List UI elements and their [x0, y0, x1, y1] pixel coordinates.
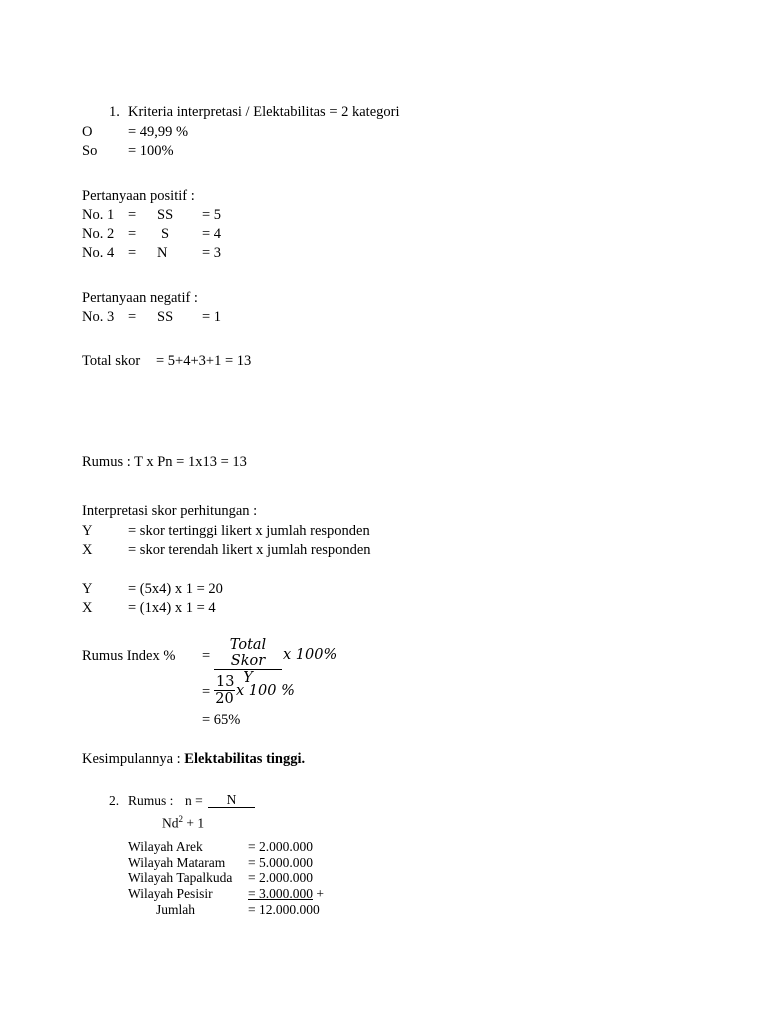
x-calc-label: X	[82, 600, 93, 616]
item2-lhs: n =	[185, 793, 203, 808]
conclusion	[82, 750, 305, 768]
index-frac1-numerator: Total Skor	[229, 637, 267, 669]
region-tapalkuda-value: = 2.000.000	[248, 870, 313, 885]
index-frac1-denominator: Y	[243, 670, 253, 686]
rumus-line: Rumus : T x Pn = 1x13 = 13	[82, 454, 247, 470]
item1-title: Kriteria interpretasi / Elektabilitas = 2 kategori	[128, 104, 400, 120]
o-value: = 49,99 %	[128, 124, 189, 140]
pos-row-3-no: No. 4	[82, 245, 115, 261]
region-arek-name: Wilayah Arek	[128, 839, 203, 854]
pos-row-3-eq: =	[128, 245, 137, 261]
pos-row-3-score: = 3	[202, 245, 222, 261]
pos-row-1-score: = 5	[202, 207, 222, 223]
region-tapalkuda-name: Wilayah Tapalkuda	[128, 870, 233, 885]
index-frac2-denominator: 20	[215, 691, 234, 707]
pos-row-1-code: SS	[157, 207, 174, 223]
index-frac1-tail: x 100%	[283, 647, 338, 663]
pos-row-2-code: S	[161, 226, 170, 242]
region-pesisir-plus: +	[316, 886, 324, 901]
y-calc-value: = (5x4) x 1 = 20	[128, 581, 223, 597]
item2-den-exp: 2	[178, 814, 183, 824]
sum-label: Jumlah	[156, 902, 195, 917]
item2-numerator-text: N	[226, 792, 237, 807]
pos-row-3-code: N	[157, 245, 168, 261]
item2-denominator	[162, 810, 204, 833]
conclusion-prefix: Kesimpulannya :	[82, 751, 181, 767]
index-eq: =	[202, 648, 211, 664]
item1-number: 1.	[109, 104, 120, 120]
item2-number: 2.	[109, 793, 120, 808]
x-def-label: X	[82, 542, 93, 558]
region-mataram-name: Wilayah Mataram	[128, 855, 226, 870]
index-label: Rumus Index %	[82, 648, 176, 664]
pos-row-1-eq: =	[128, 207, 137, 223]
total-label: Total skor	[82, 353, 141, 369]
negative-heading: Pertanyaan negatif :	[82, 290, 198, 306]
x-def-value: = skor terendah likert x jumlah responden	[128, 542, 371, 558]
item2-den-tail: + 1	[186, 815, 205, 831]
neg-row-1-code: SS	[157, 309, 174, 325]
conclusion-bold: Elektabilitas tinggi.	[184, 751, 306, 767]
pos-row-1-no: No. 1	[82, 207, 115, 223]
so-value: = 100%	[128, 143, 174, 159]
region-pesisir-name: Wilayah Pesisir	[128, 886, 213, 901]
pos-row-2-score: = 4	[202, 226, 222, 242]
index-frac2-numerator: 13	[216, 674, 235, 690]
x-calc-value: = (1x4) x 1 = 4	[128, 600, 216, 616]
region-arek-value: = 2.000.000	[248, 839, 313, 854]
region-mataram-value: = 5.000.000	[248, 855, 313, 870]
pos-row-2-no: No. 2	[82, 226, 115, 242]
index-frac2-tail: x 100 %	[236, 683, 295, 699]
region-pesisir-value	[248, 886, 324, 902]
item2-numerator	[208, 792, 255, 808]
neg-row-1-eq: =	[128, 309, 137, 325]
sum-value: = 12.000.000	[248, 902, 320, 917]
so-label: So	[82, 143, 98, 159]
index-eq-2: =	[202, 684, 211, 700]
y-def-value: = skor tertinggi likert x jumlah responden	[128, 523, 370, 539]
item2-den-text: Nd	[162, 815, 179, 831]
neg-row-1-no: No. 3	[82, 309, 115, 325]
y-def-label: Y	[82, 523, 93, 539]
total-value: = 5+4+3+1 = 13	[156, 353, 252, 369]
index-fraction-2	[214, 674, 235, 707]
region-pesisir-value-text: = 3.000.000	[248, 886, 313, 901]
y-calc-label: Y	[82, 581, 93, 597]
neg-row-1-score: = 1	[202, 309, 222, 325]
item2-label: Rumus :	[128, 793, 174, 808]
pos-row-2-eq: =	[128, 226, 137, 242]
positive-heading: Pertanyaan positif :	[82, 188, 195, 204]
interpretasi-heading: Interpretasi skor perhitungan :	[82, 503, 258, 519]
o-label: O	[82, 124, 93, 140]
index-result: = 65%	[202, 712, 241, 728]
